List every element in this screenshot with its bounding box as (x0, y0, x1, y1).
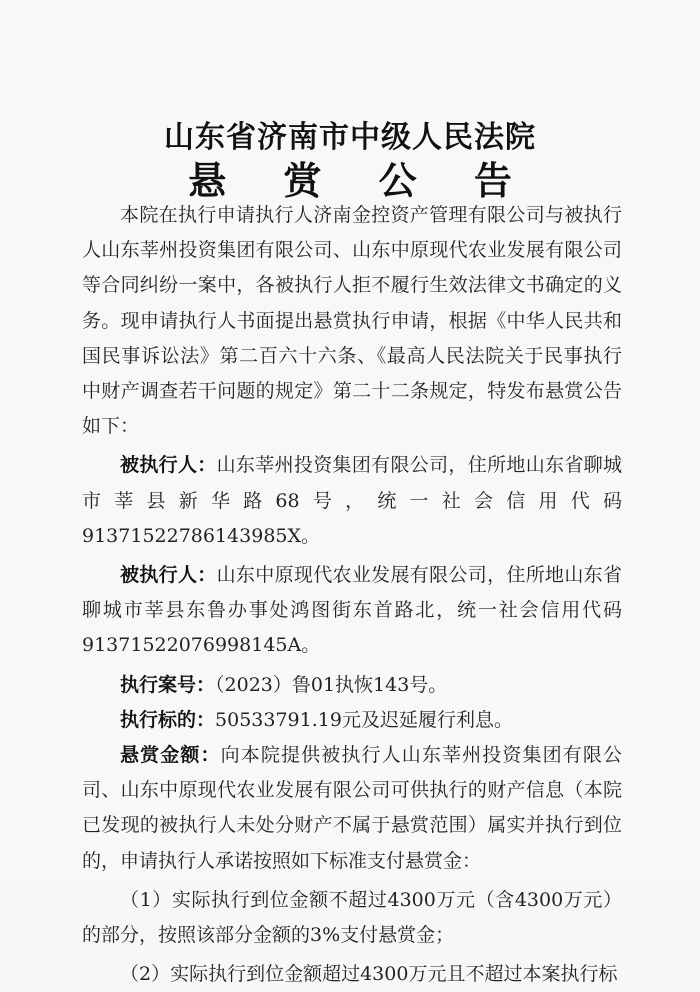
respondent-2-text: 山东中原现代农业发展有限公司，住所地山东省聊城市莘县东鲁办事处鸿图街东首路北，统一社会信用代码91371522076998145A。 (82, 564, 622, 657)
standard-1-paragraph: （1）实际执行到位金额不超过4300万元（含4300万元）的部分，按照该部分金额的3%支付悬赏金； (82, 888, 622, 947)
standard-2-paragraph: （2）实际执行到位金额超过4300万元且不超过本案执行标 (120, 963, 618, 986)
notice-title: 悬 赏 公 告 (188, 158, 534, 203)
respondent-1-text: 山东莘州投资集团有限公司，住所地山东省聊城市莘县新华路68号，统一社会信用代码91371522786143985X。 (82, 454, 622, 547)
case-number-paragraph (82, 668, 622, 703)
reward-label: 悬赏金额： (120, 744, 221, 767)
case-number-label: 执行案号： (120, 673, 216, 696)
respondent-2-label: 被执行人： (120, 564, 217, 587)
target-paragraph (82, 703, 622, 738)
respondent-1-paragraph (82, 448, 622, 554)
respondent-2-paragraph (82, 558, 622, 664)
case-number-text: （2023）鲁01执恢143号。 (215, 673, 448, 696)
target-text: 50533791.19元及迟延履行利息。 (215, 708, 513, 731)
reward-paragraph (82, 738, 622, 879)
target-label: 执行标的： (120, 708, 216, 731)
reward-text: 向本院提供被执行人山东莘州投资集团有限公司、山东中原现代农业发展有限公司可供执行的财产信息（本院已发现的被执行人未处分财产不属于悬赏范围）属实并执行到位的，申请执行人承诺按照如下标准支付悬赏金： (82, 744, 622, 872)
intro-paragraph: 本院在执行申请执行人济南金控资产管理有限公司与被执行人山东莘州投资集团有限公司、山东中原现代农业发展有限公司等合同纠纷一案中，各被执行人拒不履行生效法律文书确定的义务。现申请执行人书面提出悬赏执行申请，根据《中华人民共和国民事诉讼法》第二百六十六条、《最高人民法院关于民事执行中财产调查若干问题的规定》第二十二条规定，特发布悬赏公告如下： (82, 204, 622, 438)
respondent-1-label: 被执行人： (120, 454, 217, 477)
court-name: 山东省济南市中级人民法院 (164, 120, 536, 155)
notice-body (82, 198, 622, 992)
